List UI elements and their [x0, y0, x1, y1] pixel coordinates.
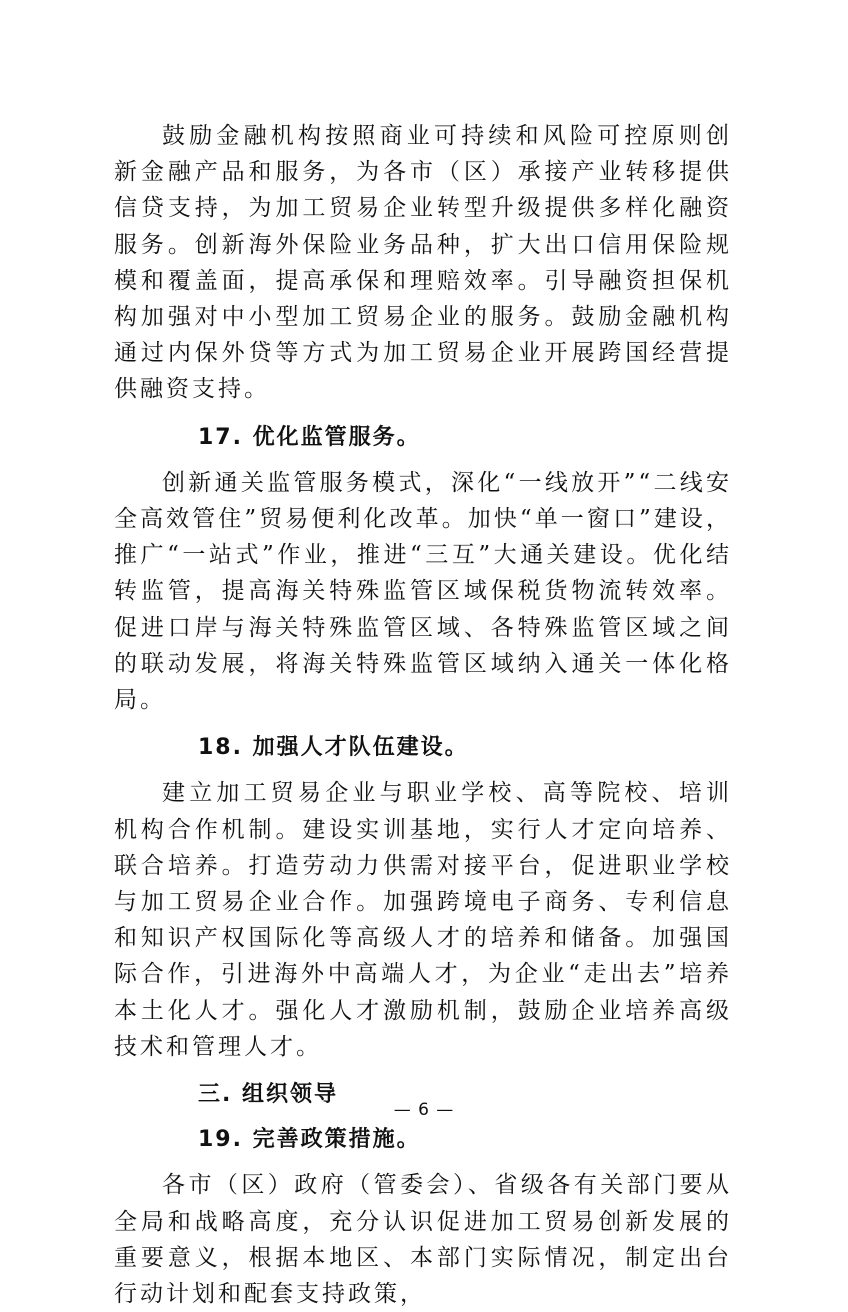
section-heading-18: 18. 加强人才队伍建设。 [198, 735, 469, 761]
paragraph-supervision-service: 创新通关监管服务模式，深化“一线放开”“二线安全高效管住”贸易便利化改革。加快“单一窗口”建设，推广“一站式”作业，推进“三互”大通关建设。优化结转监管，提高海关特殊监管区域保税货物流转效率。促进口岸与海关特殊监管区域、各特殊监管区域之间的联动发展，将海关特殊监管区域纳入通关一体化格局。 [114, 469, 732, 714]
paragraph-policy-measures: 各市（区）政府（管委会）、省级各有关部门要从全局和战略高度，充分认识促进加工贸易创新发展的重要意义，根据本地区、本部门实际情况，制定出台行动计划和配套支持政策， [114, 1172, 732, 1308]
section-heading-19: 19. 完善政策措施。 [198, 1127, 421, 1153]
paragraph-finance-support: 鼓励金融机构按照商业可持续和风险可控原则创新金融产品和服务，为各市（区）承接产业转移提供信贷支持，为加工贸易企业转型升级提供多样化融资服务。创新海外保险业务品种，扩大出口信用保险规模和覆盖面，提高承保和理赔效率。引导融资担保机构加强对中小型加工贸易企业的服务。鼓励金融机构通过内保外贷等方式为加工贸易企业开展跨国经营提供融资支持。 [114, 123, 732, 403]
document-body [114, 118, 732, 1312]
section-heading-17: 17. 优化监管服务。 [198, 424, 421, 450]
section-heading-organization: 三. 组织领导 [198, 1082, 339, 1108]
paragraph-talent-building: 建立加工贸易企业与职业学校、高等院校、培训机构合作机制。建设实训基地，实行人才定向培养、联合培养。打造劳动力供需对接平台，促进职业学校与加工贸易企业合作。加强跨境电子商务、专利信息和知识产权国际化等高级人才的培养和储备。加强国际合作，引进海外中高端人才，为企业“走出去”培养本土化人才。强化人才激励机制，鼓励企业培养高级技术和管理人才。 [114, 780, 732, 1060]
page-number: — 6 — [393, 1100, 455, 1120]
